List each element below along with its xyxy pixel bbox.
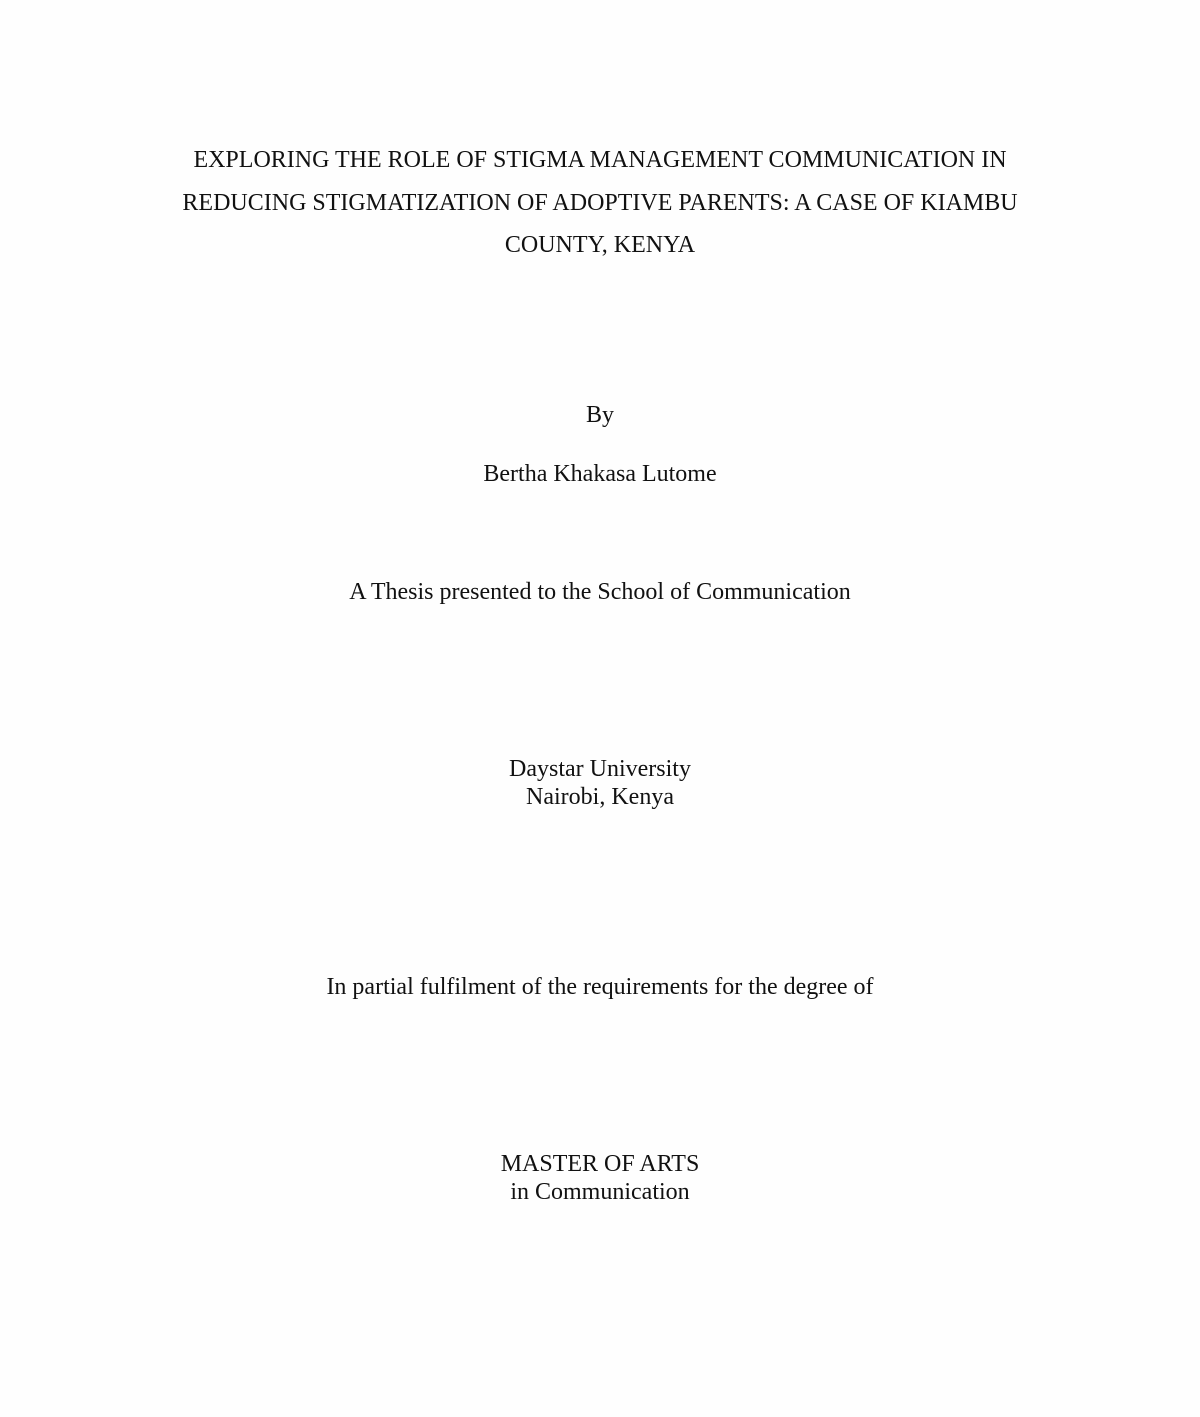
presented-to-statement: A Thesis presented to the School of Communication [349,579,851,605]
thesis-title-line-3: COUNTY, KENYA [504,232,696,258]
by-label: By [585,402,614,428]
thesis-title [0,139,1200,267]
degree-field: in Communication [510,1179,690,1205]
requirement-statement: In partial fulfilment of the requirements for the degree of [326,974,874,1000]
institution-name: Daystar University [509,756,691,782]
institution [0,755,1200,811]
institution-location: Nairobi, Kenya [526,784,674,810]
degree [0,1150,1200,1206]
degree-name: MASTER OF ARTS [500,1151,700,1177]
author-name: Bertha Khakasa Lutome [483,461,717,487]
thesis-title-line-1: EXPLORING THE ROLE OF STIGMA MANAGEMENT COMMUNICATION IN [193,147,1007,173]
thesis-title-line-2: REDUCING STIGMATIZATION OF ADOPTIVE PARENTS: A CASE OF KIAMBU [182,189,1018,216]
